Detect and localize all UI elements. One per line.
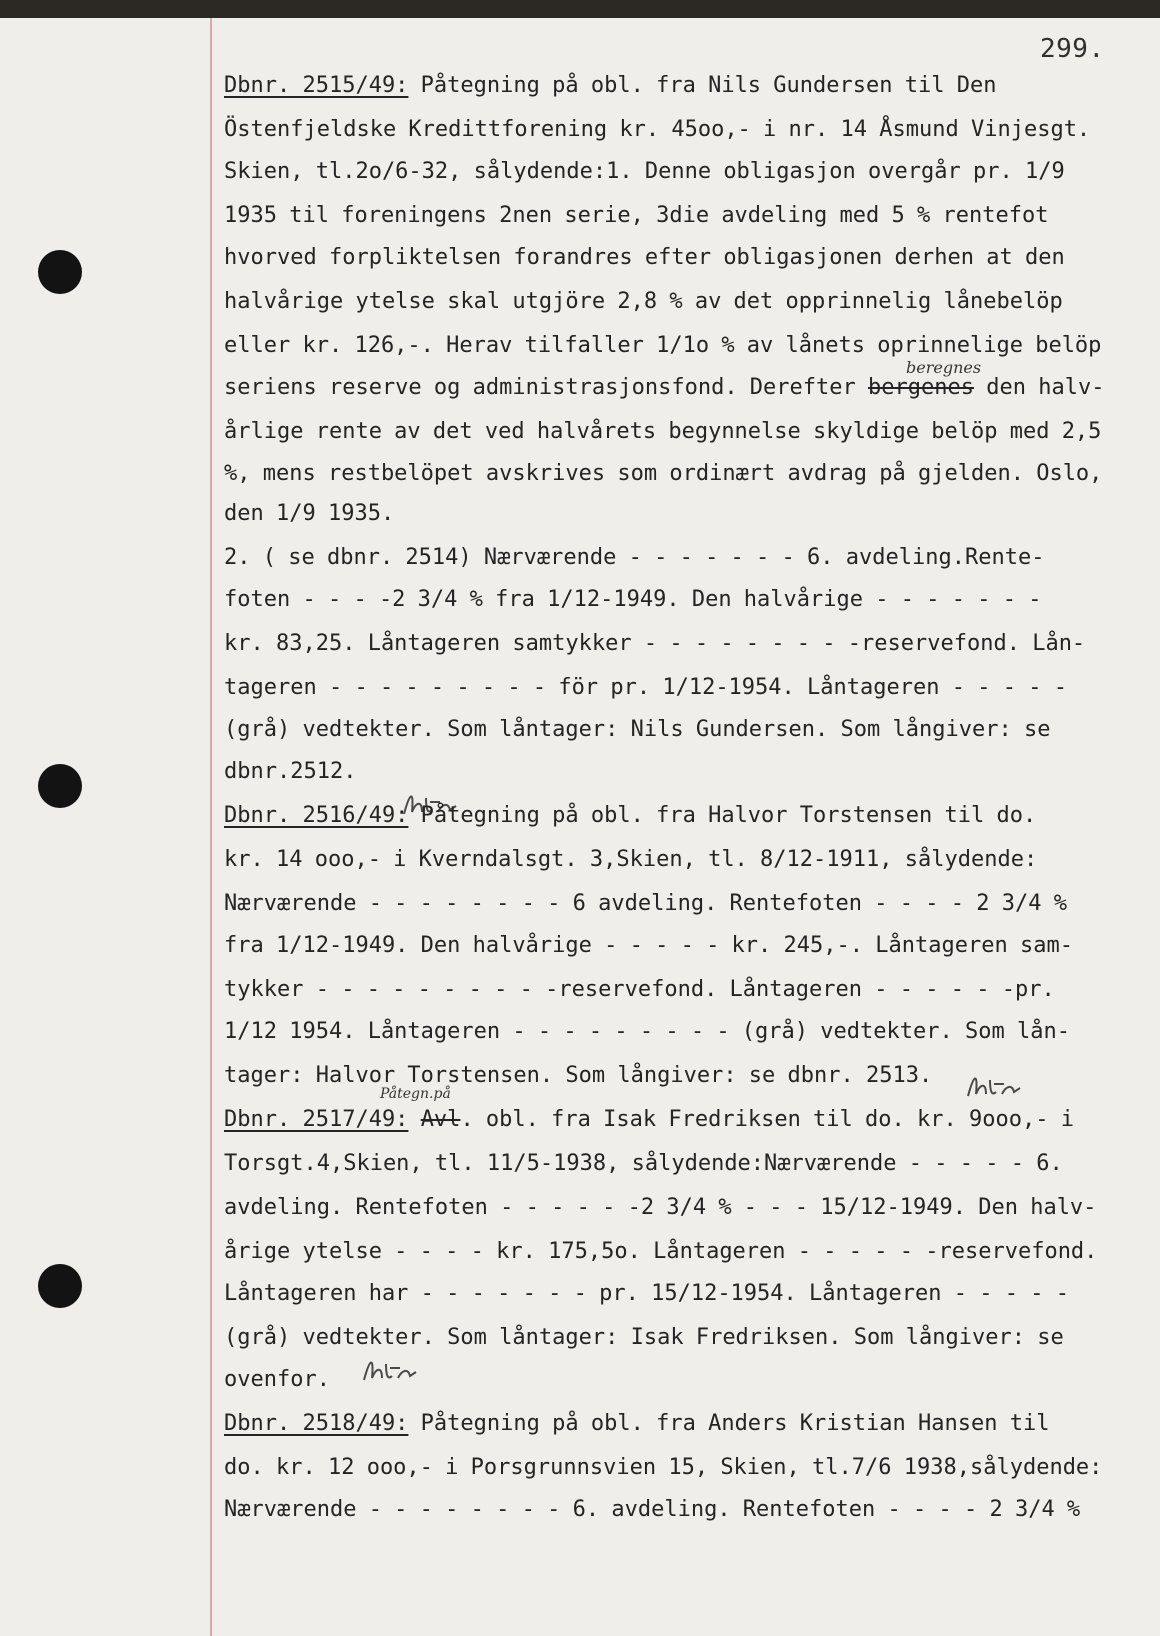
entry-line	[224, 710, 1144, 750]
entry-line	[224, 1318, 1144, 1358]
entry-line	[224, 412, 1144, 452]
entry-line	[224, 970, 1144, 1010]
entry-text: tager: Halvor Torstensen. Som långiver: se dbnr. 2513.	[224, 1063, 933, 1088]
entry-text: foten - - - -2 3/4 % fra 1/12-1949. Den halvårige - - - - - - -	[224, 587, 1042, 612]
entry-text: (grå) vedtekter. Som låntager: Isak Fredriksen. Som långiver: se	[224, 1325, 1064, 1350]
entry-line	[224, 752, 1144, 792]
handwritten-correction: Påtegn.på	[380, 1086, 451, 1102]
entry-text: Nærværende - - - - - - - - 6. avdeling. Rentefoten - - - - 2 3/4 %	[224, 1497, 1081, 1522]
entry-line	[224, 196, 1144, 236]
binder-hole-icon	[38, 1264, 82, 1308]
entry-text	[408, 1107, 420, 1132]
document-page	[0, 18, 1160, 1636]
handwritten-correction: beregnes	[906, 358, 982, 377]
entry-text: Påtegning på obl. fra Halvor Torstensen til do.	[408, 803, 1037, 828]
binder-hole-icon	[38, 764, 82, 808]
entry-line	[224, 840, 1144, 880]
binder-hole-icon	[38, 250, 82, 294]
entry-text: Östenfjeldske Kredittforening kr. 45oo,- i nr. 14 Åsmund Vinjesgt.	[224, 117, 1091, 142]
entry-line	[224, 238, 1144, 278]
entry-reference-number: Dbnr. 2515/49:	[224, 73, 409, 98]
entry-line	[224, 668, 1144, 708]
entry-reference-number: Dbnr. 2518/49:	[224, 1411, 409, 1436]
entry-text: den halv-	[973, 375, 1105, 400]
entry-line	[224, 494, 1144, 534]
entry-text: tageren - - - - - - - - - för pr. 1/12-1954. Låntageren - - - - -	[224, 675, 1067, 700]
entry-line	[224, 624, 1144, 664]
entry-text: ovenfor.	[224, 1367, 330, 1392]
entry-text: %, mens restbelöpet avskrives som ordinært avdrag på gjelden. Oslo,	[224, 461, 1103, 486]
struck-out-word: bergenes	[868, 375, 974, 400]
entry-first-line	[224, 1100, 1144, 1140]
entry-text: avdeling. Rentefoten - - - - - -2 3/4 % - - - 15/12-1949. Den halv-	[224, 1195, 1097, 1220]
entry-line	[224, 368, 1144, 408]
entry-text: hvorved forpliktelsen forandres efter obligasjonen derhen at den	[224, 245, 1065, 270]
entry-line	[224, 1448, 1144, 1488]
entry-line	[224, 152, 1144, 192]
entry-text: Påtegning på obl. fra Anders Kristian Hansen til	[408, 1411, 1050, 1436]
page-number: 299.	[1040, 34, 1105, 64]
entry-text: kr. 14 ooo,- i Kverndalsgt. 3,Skien, tl. 8/12-1911, sålydende:	[224, 847, 1038, 872]
entry-text: dbnr.2512.	[224, 759, 357, 784]
entry-text: den 1/9 1935.	[224, 501, 395, 526]
entry-reference-number: Dbnr. 2516/49:	[224, 803, 409, 828]
entry-text: kr. 83,25. Låntageren samtykker - - - - - - - - -reservefond. Lån-	[224, 631, 1086, 656]
entry-line	[224, 884, 1144, 924]
entry-text: Skien, tl.2o/6-32, sålydende:1. Denne obligasjon overgår pr. 1/9	[224, 159, 1065, 184]
entry-text: eller kr. 126,-. Herav tilfaller 1/1o % av lånets oprinnelige belöp	[224, 333, 1102, 358]
entry-line	[224, 1490, 1144, 1530]
entry-text: 1/12 1954. Låntageren - - - - - - - - - (grå) vedtekter. Som lån-	[224, 1019, 1070, 1044]
entry-line	[224, 454, 1144, 494]
entry-text: årlige rente av det ved halvårets begynnelse skyldige belöp med 2,5	[224, 419, 1102, 444]
scan-top-edge	[0, 0, 1160, 18]
entry-text: Påtegning på obl. fra Nils Gundersen til Den	[408, 73, 997, 98]
entry-text: seriens reserve og administrasjonsfond. Derefter	[224, 375, 869, 400]
entry-line	[224, 580, 1144, 620]
entry-text: Låntageren har - - - - - - - pr. 15/12-1954. Låntageren - - - - -	[224, 1281, 1069, 1306]
entry-line	[224, 1056, 1144, 1096]
entry-text: 2. ( se dbnr. 2514) Nærværende - - - - - - - 6. avdeling.Rente-	[224, 545, 1045, 570]
entry-text: . obl. fra Isak Fredriksen til do. kr. 9ooo,- i	[460, 1107, 1074, 1132]
entry-line	[224, 1188, 1144, 1228]
entry-text: (grå) vedtekter. Som låntager: Nils Gundersen. Som långiver: se	[224, 717, 1051, 742]
entry-line	[224, 326, 1144, 366]
entry-line	[224, 1232, 1144, 1272]
entry-text: fra 1/12-1949. Den halvårige - - - - - kr. 245,-. Låntageren sam-	[224, 933, 1073, 958]
entry-first-line	[224, 796, 1144, 836]
entry-line	[224, 1012, 1144, 1052]
entry-text: Torsgt.4,Skien, tl. 11/5-1938, sålydende:Nærværende - - - - - 6.	[224, 1151, 1063, 1176]
entry-text: do. kr. 12 ooo,- i Porsgrunnsvien 15, Skien, tl.7/6 1938,sålydende:	[224, 1455, 1103, 1480]
entry-line	[224, 282, 1144, 322]
entry-text: 1935 til foreningens 2nen serie, 3die avdeling med 5 % rentefot	[224, 203, 1049, 228]
entry-line	[224, 1360, 1144, 1400]
entry-line	[224, 538, 1144, 578]
margin-rule	[210, 18, 212, 1636]
entry-text: Nærværende - - - - - - - - 6 avdeling. Rentefoten - - - - 2 3/4 %	[224, 891, 1067, 916]
entry-text: halvårige ytelse skal utgjöre 2,8 % av det opprinnelig lånebelöp	[224, 289, 1063, 314]
entry-line	[224, 110, 1144, 150]
entry-reference-number: Dbnr. 2517/49:	[224, 1107, 409, 1132]
entry-first-line	[224, 66, 1144, 106]
entry-text: årige ytelse - - - - kr. 175,5o. Låntageren - - - - - -reservefond.	[224, 1239, 1098, 1264]
entry-text: tykker - - - - - - - - - -reservefond. Låntageren - - - - - -pr.	[224, 977, 1055, 1002]
entry-line	[224, 926, 1144, 966]
entry-line	[224, 1144, 1144, 1184]
struck-out-word: Avl	[420, 1107, 461, 1132]
entry-first-line	[224, 1404, 1144, 1444]
entry-line	[224, 1274, 1144, 1314]
